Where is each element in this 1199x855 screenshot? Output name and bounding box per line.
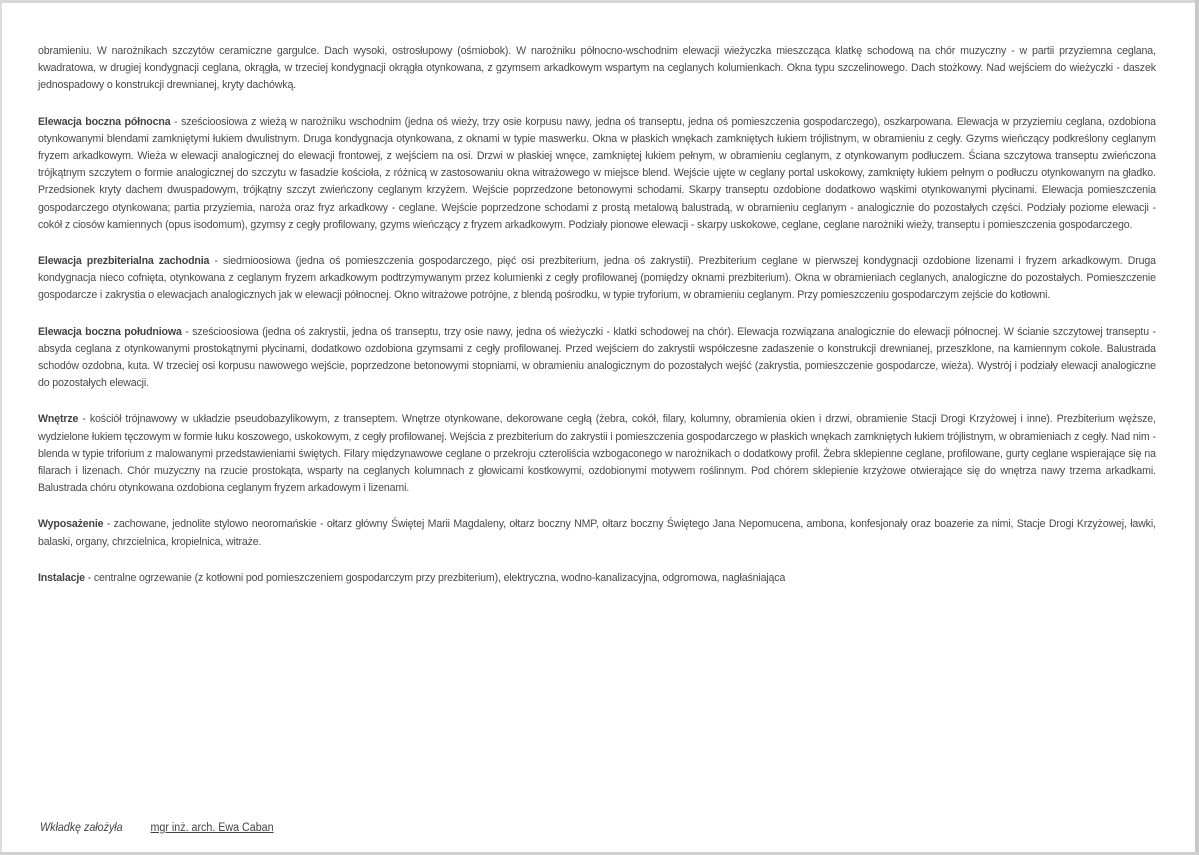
- section-heading: Wnętrze: [38, 413, 79, 426]
- scan-edge-right: [1195, 0, 1199, 855]
- section-text: - kościół trójnawowy w układzie pseudobazylikowym, z transeptem. Wnętrze otynkowane, dekorowane cegłą (żebra, cokół, filary, kolumny, obramienia okien i drzwi, obramienie Stacji Drogi Krzyżowej i inne). Prezbiterium węższe, wydzielone łukiem tęczowym w formie łuku koszowego, uskokowym, z cegły profilowanej. Wejścia z prezbiterium do zakrystii i pomieszczenia gospodarczego w płaskich wnękach zamkniętych łukiem trójlistnym, w obramieniach z cegły. Nad nim - blenda w typie triforium z malowanymi przedstawieniami świętych. Filary międzynawowe ceglane o przekroju czteroliścia wzbogaconego w narożnikach o dodatkowy profil. Żebra sklepienne ceglane, profilowane, gurty ceglane wspierające się na filarach i lizenach. Chór muzyczny na rzucie prostokąta, wsparty na ceglanych kolumnach z głowicami kostkowymi, ozdobionymi motywem roślinnym. Pod chórem sklepienie krzyżowe otwierające się do wnętrza nawy trzema arkadkami. Balustrada chóru otynkowana ozdobiona ceglanym fryzem arkadowym i lizenami.: [38, 413, 1156, 495]
- section-text: - zachowane, jednolite stylowo neoromańskie - ołtarz główny Świętej Marii Magdaleny, ołtarz boczny NMP, ołtarz boczny Świętego Jana Nepomucena, ambona, konfesjonały oraz boazerie za nimi, Stacje Drogi Krzyżowej, ławki, balaski, organy, chrzcielnica, kropielnica, witraże.: [38, 518, 1156, 548]
- section-interior: [38, 411, 1156, 497]
- section-text: - sześcioosiowa (jedna oś zakrystii, jedna oś transeptu, trzy osie nawy, jedna oś wieżyczki - klatki schodowej na chór). Elewacja rozwiązana analogicznie do elewacji północnej. W ścianie szczytowej transeptu - absyda ceglana z otynkowanymi prostokątnymi płycinami, dodatkowo ozdobiona gzymsami z cegły profilowanej. Przed wejściem do zakrystii współczesne zadaszenie o konstrukcji drewnianej, przeszklone, na kamiennym cokole. Balustrada schodów ozdobna, kuta. W trzeciej osi korpusu nawowego wejście, poprzedzone betonowymi stopniami, w obramieniu analogicznym do pozostałych wejść (zakrystia, pomieszczenie gospodarcze, wieża). Wystrój i podziały elewacji analogiczne do pozostałych elewacji.: [38, 325, 1156, 390]
- author-name: mgr inż. arch. Ewa Caban: [150, 822, 274, 834]
- section-furnishings: [38, 516, 1156, 550]
- section-south-elevation: [38, 324, 1156, 393]
- section-text: - siedmioosiowa (jedna oś pomieszczenia gospodarczego, pięć osi prezbiterium, jedna oś zakrystii). Prezbiterium ceglane w pierwszej kondygnacji ozdobione lizenami i fryzem arkadkowym. Druga kondygnacja nieco cofnięta, otynkowana z ceglanym fryzem arkadkowym podtrzymywanym przez kolumienki z cegły profilowanej (pomiędzy oknami prezbiterium). Okna w obramieniach ceglanych, analogiczne do pozostałych. Pomieszczenie gospodarcze i zakrystia o elewacjach analogicznych jak w elewacji północnej. Okno witrażowe potrójne, z blendą pośrodku, w typie tryforium, w obramieniu ceglanym. Przy pomieszczeniu gospodarczym zejście do kotłowni.: [38, 255, 1156, 302]
- section-heading: Instalacje: [38, 571, 85, 584]
- section-heading: Elewacja boczna południowa: [38, 325, 182, 338]
- scan-edge-top: [0, 0, 1199, 3]
- document-body: [38, 43, 1156, 606]
- section-heading: Elewacja boczna północna: [38, 115, 171, 128]
- section-presbytery-elevation: [38, 253, 1156, 305]
- footer-signature: [40, 822, 274, 834]
- section-north-elevation: [38, 114, 1156, 234]
- section-installations: [38, 570, 1156, 587]
- section-heading: Wyposażenie: [38, 518, 104, 531]
- footer-label: Wkładkę założyła: [40, 822, 123, 834]
- section-heading: Elewacja prezbiterialna zachodnia: [38, 255, 210, 268]
- scan-edge-left: [0, 0, 2, 855]
- section-text: - centralne ogrzewanie (z kotłowni pod pomieszczeniem gospodarczym przy prezbiterium), elektryczna, wodno-kanalizacyjna, odgromowa, nagłaśniająca: [84, 571, 786, 584]
- section-text: - sześcioosiowa z wieżą w narożniku wschodnim (jedna oś wieży, trzy osie korpusu nawy, jedna oś transeptu, jedna oś pomieszczenia gospodarczego), oszkarpowana. Elewacja w przyziemiu ceglana, ozdobiona otynkowanymi blendami zamkniętymi łukiem dwulistnym. Druga kondygnacja otynkowana, z oknami w typie maswerku. Okna w płaskich wnękach zamkniętych łukiem trójlistnym, w obramieniu z cegły. Gzyms wieńczący podkreślony ceglanym fryzem arkadkowym. Wieża w elewacji analogicznej do elewacji frontowej, z wejściem na osi. Drzwi w płaskiej wnęce, zamkniętej łukiem pełnym, w obramieniu ceglanym, z otynkowanym podłuczem. Ściana szczytowa transeptu zwieńczona trójkątnym szczytem o formie analogicznej do szczytu w fasadzie kościoła, z różnicą w zastosowaniu okna witrażowego w miejsce blend. Wejście ujęte w ceglany portal uskokowy, zamknięty łukiem pełnym o podłuczu otynkowanym na gładko. Przedsionek kryty dachem dwuspadowym, trójkątny szczyt zwieńczony ceglanym krzyżem. Wejście poprzedzone betonowymi schodami. Skarpy transeptu ozdobione dodatkowo wąskimi otynkowanymi płycinami. Elewacja pomieszczenia gospodarczego otynkowana; partia przyziemia, naroża oraz fryz arkadkowy - ceglane. Wejście poprzedzone schodami z prostą metalową balustradą, w obramieniu ceglanym - analogicznie do pozostałych części. Podziały poziome elewacji - cokół z ciosów kamiennych (opus isodomum), gzymsy z cegły profilowany, gzyms wieńczący z fryzem arkadkowym. Podziały pionowe elewacji - skarpy uskokowe, ceglane, ceglane narożniki wieży, transeptu i pomieszczenia gospodarczego.: [38, 115, 1156, 231]
- intro-paragraph: obramieniu. W narożnikach szczytów ceramiczne gargulce. Dach wysoki, ostrosłupowy (ośmiobok). W narożniku północno-wschodnim elewacji wieżyczka mieszcząca klatkę schodową na chór muzyczny - w partii przyziemna ceglana, kwadratowa, w drugiej kondygnacji ceglana, okrągła, w trzeciej kondygnacji okrągła otynkowana, z gzymsem arkadkowym wspartym na ceglanych kolumienkach. Okna typu szczelinowego. Dach stożkowy. Nad wejściem do wieżyczki - daszek jednospadowy o konstrukcji drewnianej, kryty dachówką.: [38, 45, 1156, 92]
